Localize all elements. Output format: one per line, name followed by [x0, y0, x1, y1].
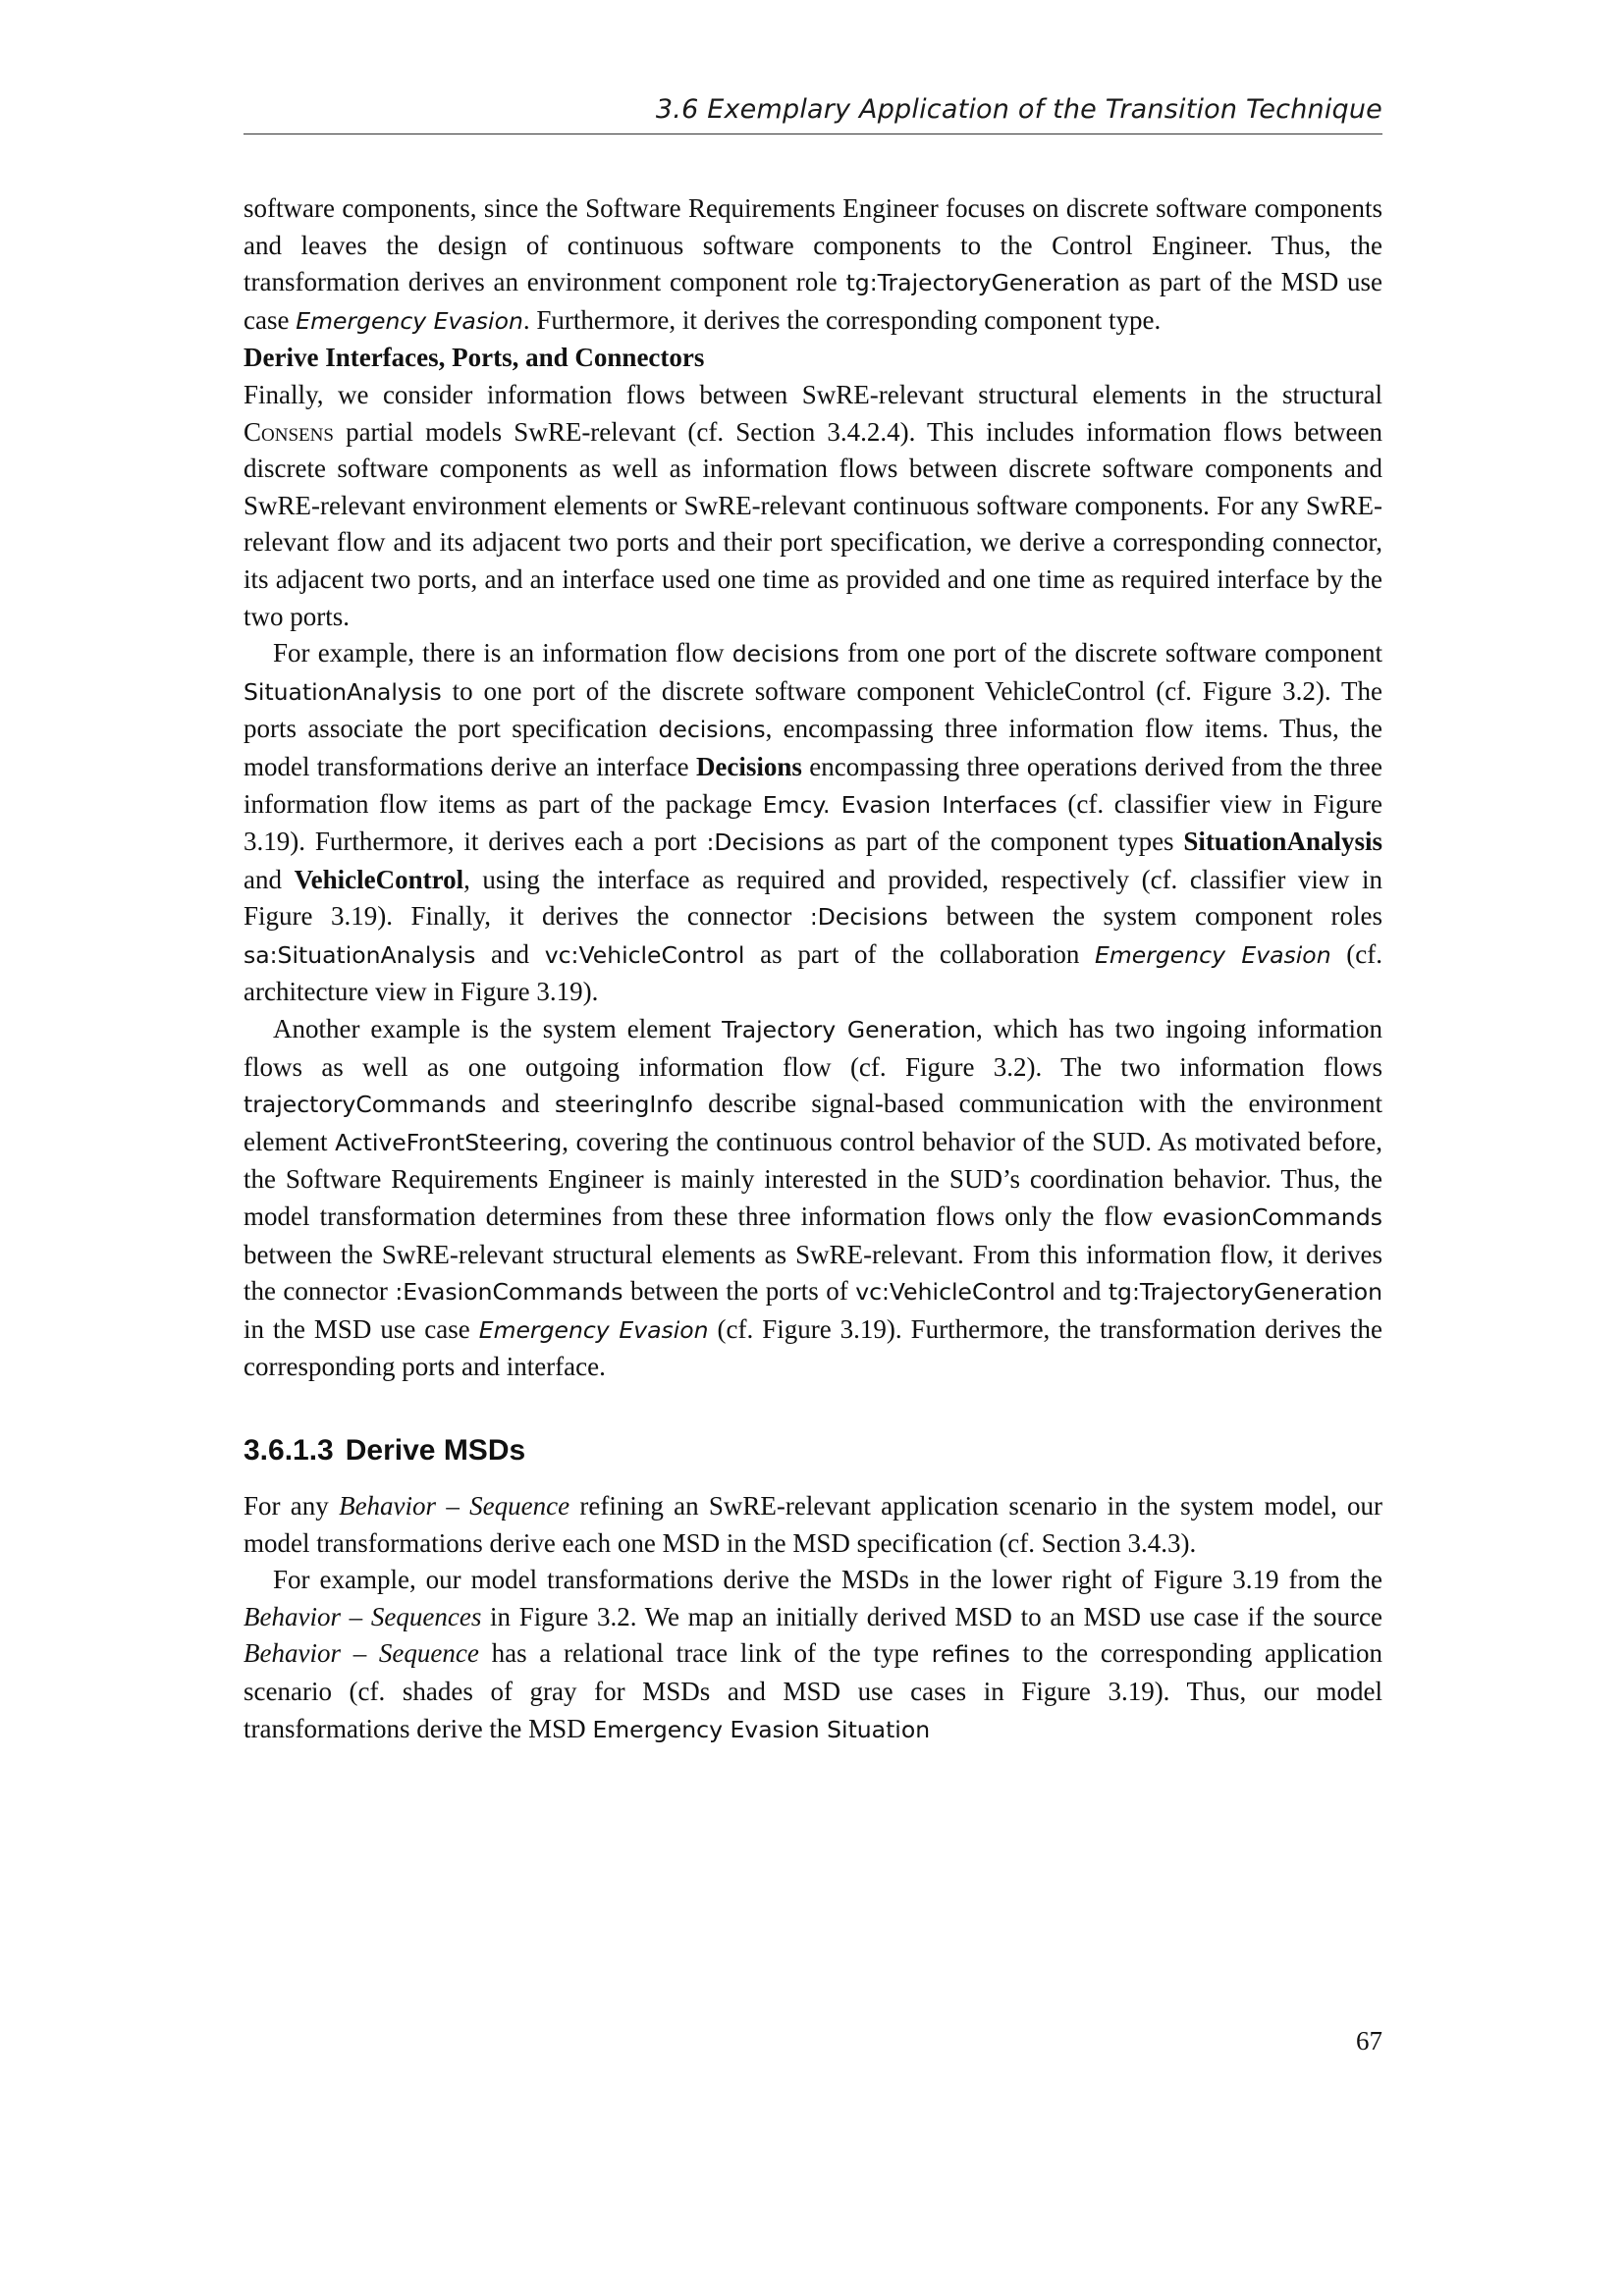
model-element-ref: Behavior – Sequence [244, 1638, 479, 1669]
paragraph-1: software components, since the Software Requirements Engineer focuses on discrete software components and leaves the design of continuous software components to the Control Engineer. Thus, the transformation derives an environment component role tg:TrajectoryGeneration as part of the MSD use case Emergency Evasion. Furthermore, it derives the corresponding component type. [244, 193, 1382, 335]
model-element-ref: SituationAnalysis [1183, 827, 1382, 857]
body-text [244, 190, 1382, 1748]
model-element-ref: Emergency Evasion [1095, 940, 1331, 969]
model-element-ref: :Decisions [706, 828, 825, 857]
model-element-ref: Emergency Evasion [296, 306, 523, 335]
paragraph-4: Another example is the system element Trajectory Generation, which has two ingoing information flows as well as one outgoing information flow (cf. Figure 3.2). The two information flows trajectoryCommands and steeringInfo describe signal-based communication with the environment element ActiveFrontSteering, covering the continuous control behavior of the SUD. As motivated before, the Software Requirements Engineer is mainly interested in the SUD’s coordination behavior. Thus, the model transformation determines from these three information flows only the flow evasionCommands between the SwRE-relevant structural elements as SwRE-relevant. From this information flow, it derives the connector :EvasionCommands between the ports of vc:VehicleControl and tg:TrajectoryGeneration in the MSD use case Emergency Evasion (cf. Figure 3.19). Furthermore, the transformation derives the corresponding ports and interface. [244, 1014, 1383, 1382]
model-element-ref: vc:VehicleControl [855, 1278, 1056, 1307]
header-rule [244, 133, 1382, 134]
paragraph-heading: Derive Interfaces, Ports, and Connectors [244, 343, 705, 373]
page-number: 67 [1356, 2026, 1382, 2056]
model-element-ref: tg:TrajectoryGeneration [845, 269, 1120, 297]
model-element-ref: Behavior – Sequence [339, 1491, 570, 1521]
section-heading [244, 1431, 1382, 1470]
section-title: Derive MSDs [345, 1434, 526, 1467]
model-element-ref: Emergency Evasion [478, 1315, 709, 1344]
model-element-ref: decisions [658, 716, 766, 744]
method-name: Consens [244, 416, 334, 447]
model-element-ref: sa:SituationAnalysis [244, 940, 476, 969]
model-element-ref: Decisions [695, 751, 802, 781]
section-number: 3.6.1.3 [244, 1434, 334, 1467]
paragraph-6: For example, our model transformations derive the MSDs in the lower right of Figure 3.19 from the Behavior – Sequences in Figure 3.2. We map an initially derived MSD to an MSD use case if the source Behavior – Sequence has a relational trace link of the type refines to the corresponding application scenario (cf. shades of gray for MSDs and MSD use cases in Figure 3.19). Thus, our model transformations derive the MSD Emergency Evasion Situation [244, 1565, 1383, 1743]
model-element-ref: VehicleControl [294, 864, 464, 894]
paragraph-5: For any Behavior – Sequence refining an SwRE-relevant application scenario in the system model, our model transformations derive each one MSD in the MSD specification (cf. Section 3.4.3). [244, 1491, 1382, 1558]
model-element-ref: Emergency Evasion Situation [592, 1715, 931, 1743]
model-element-ref: Trajectory Generation [722, 1016, 976, 1044]
paragraph-3: For example, there is an information flow decisions from one port of the discrete software component SituationAnalysis to one port of the discrete software component VehicleControl (cf. Figure 3.2). The ports associate the port specification decisions, encompassing three information flow items. Thus, the model transformations derive an interface Decisions encompassing three operations derived from the three information flow items as part of the package Emcy. Evasion Interfaces (cf. classifier view in Figure 3.19). Furthermore, it derives each a port :Decisions as part of the component types SituationAnalysis and VehicleControl, using the interface as required and provided, respectively (cf. classifier view in Figure 3.19). Finally, it derives the connector :Decisions between the system component roles sa:SituationAnalysis and vc:VehicleControl as part of the collaboration Emergency Evasion (cf. architecture view in Figure 3.19). [244, 638, 1383, 1007]
running-header: 3.6 Exemplary Application of the Transition Technique [655, 94, 1382, 125]
model-element-ref: trajectoryCommands [244, 1091, 487, 1119]
model-element-ref: decisions [731, 640, 839, 668]
model-element-ref: :EvasionCommands [395, 1278, 623, 1307]
model-element-ref: :Decisions [809, 903, 929, 932]
model-element-ref: Behavior – Sequences [244, 1601, 482, 1631]
model-element-ref: steeringInfo [554, 1091, 693, 1119]
paragraph-2: Finally, we consider information flows between SwRE-relevant structural elements in the structural Consens partial models SwRE-relevant (cf. Section 3.4.2.4). This includes information flows between discrete software components as well as information flows between discrete software components and SwRE-relevant environment elements or SwRE-relevant continuous software components. For any SwRE-relevant flow and its adjacent two ports and their port specification, we derive a corresponding connector, its adjacent two ports, and an interface used one time as provided and one time as required interface by the two ports. [244, 379, 1382, 631]
model-element-ref: refines [931, 1640, 1010, 1669]
model-element-ref: tg:TrajectoryGeneration [1108, 1278, 1382, 1307]
model-element-ref: SituationAnalysis [244, 677, 442, 706]
model-element-ref: Emcy. Evasion Interfaces [762, 790, 1057, 819]
model-element-ref: ActiveFrontSteering [335, 1128, 563, 1156]
model-element-ref: vc:VehicleControl [544, 940, 745, 969]
model-element-ref: evasionCommands [1163, 1203, 1382, 1232]
